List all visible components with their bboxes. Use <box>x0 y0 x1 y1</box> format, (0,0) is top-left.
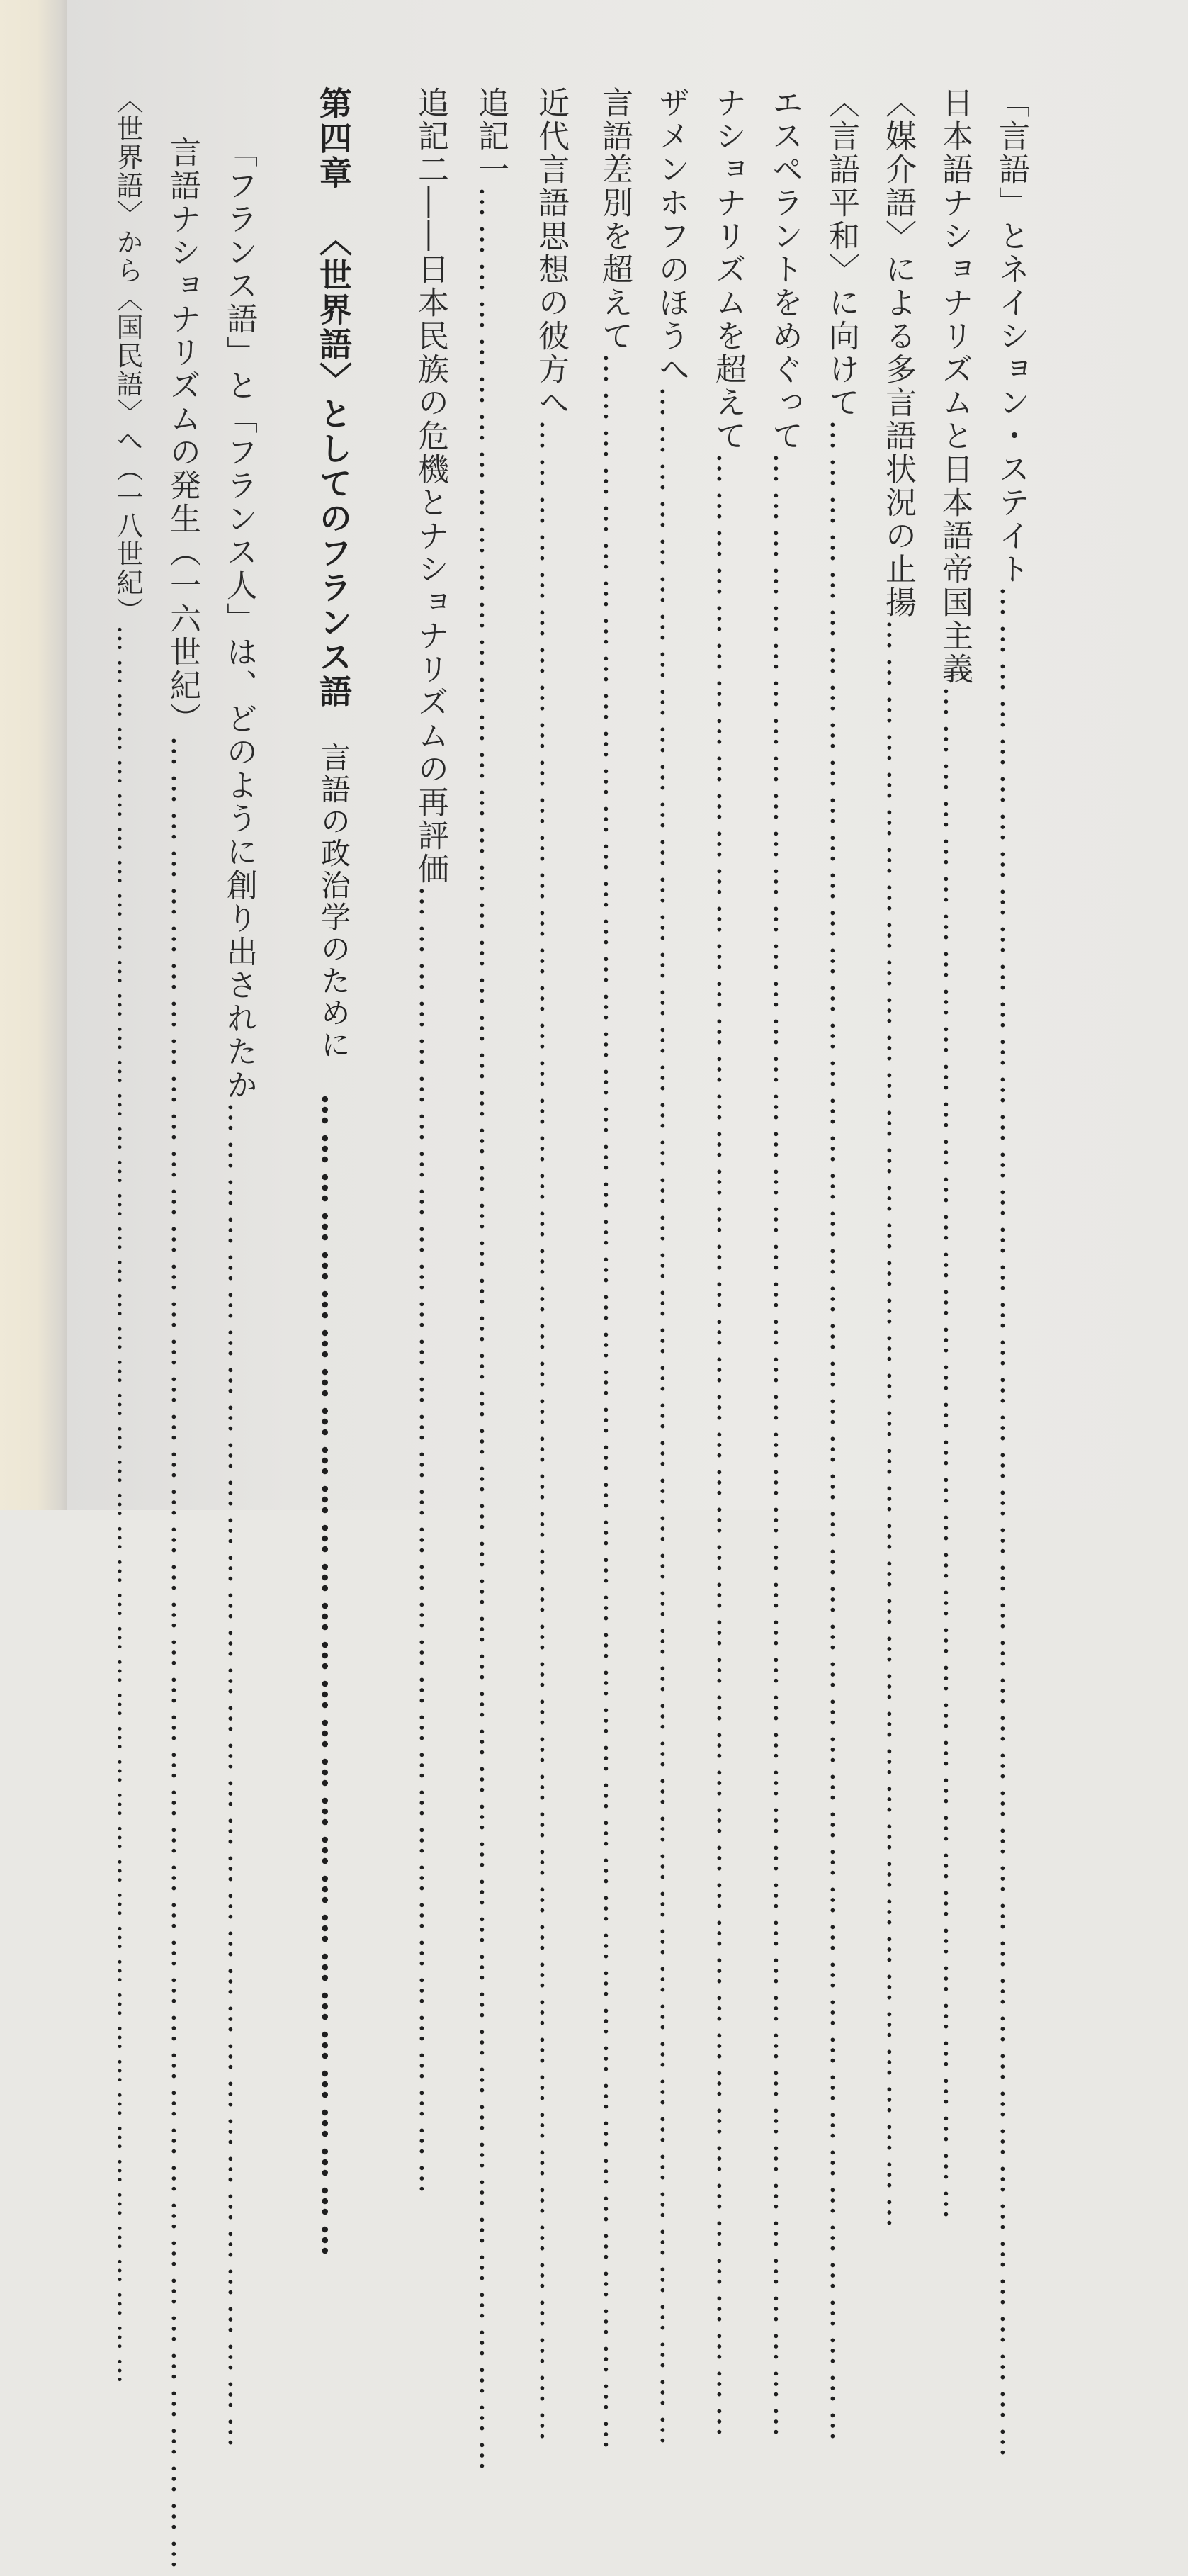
toc-entry-title: 追記一 <box>473 86 509 186</box>
toc-section-title: 言語ナショナリズムの発生（一六世紀） <box>164 136 200 736</box>
toc-leader-dots: ………………………………………………………………………………………………………………… <box>880 619 916 2234</box>
toc-leader-dots: …………………………………………………………………………………………… <box>412 886 448 2200</box>
toc-leader-dots: …………………………………………………………………………………………………………………………………… <box>993 586 1029 2464</box>
chapter-number: 第四章 <box>315 86 353 191</box>
toc-entry <box>593 86 635 2456</box>
toc-entry-title: エスペラントをめぐって <box>766 86 803 453</box>
toc-entry-title: 〈媒介語〉による多言語状況の止揚 <box>880 86 916 619</box>
toc-leader-dots: …………………………………………………………………………………………………………………………………………… <box>766 453 803 2443</box>
toc-leader-dots: ………………………………………………………………………………………………………………………………………………… <box>653 386 689 2452</box>
toc-entry <box>529 86 572 2448</box>
toc-leader-dots: ……………………………………………………………………………………………………………………………………………… <box>823 420 859 2448</box>
toc-section <box>217 86 260 2454</box>
toc-leader-dots: ……………………………………………………………………………………………………………………………………………… <box>533 420 569 2448</box>
toc-entry <box>990 86 1032 2464</box>
toc-section <box>161 86 203 2576</box>
toc-leader-dots: …………………………………………………………………………………………………………………………………………………… <box>596 353 633 2456</box>
toc-entry <box>650 86 692 2452</box>
toc-entry-title: 追記二――日本民族の危機とナショナリズムの再評価 <box>412 86 448 886</box>
toc-entry <box>763 86 805 2443</box>
toc-section-title: 「フランス語」と「フランス人」は、どのように創り出されたか <box>221 136 257 1102</box>
toc-entry-title: 言語差別を超えて <box>596 86 633 353</box>
toc-leader-dots: …………………………………………………………………………………………………………………………………………… <box>112 625 143 2390</box>
table-of-contents <box>0 86 1188 2576</box>
toc-leader-dots: ……………………………………………………………………………… <box>315 1093 353 2263</box>
toc-leader-dots: ……………………………………………………………………………………………… <box>221 1102 257 2454</box>
toc-entry <box>469 86 511 2477</box>
toc-leader-dots: ………………………………………………………………………………………………………………………………………………………………… <box>473 186 509 2477</box>
toc-entry-title: 「言語」とネイション・ステイト <box>993 86 1029 586</box>
toc-leader-dots: ………………………………………………………………………………………………………………………………… <box>164 736 200 2576</box>
chapter-heading <box>310 86 355 2263</box>
toc-entry-title: ナショナリズムを超えて <box>710 86 746 453</box>
toc-entry-title: 近代言語思想の彼方へ <box>533 86 569 420</box>
chapter-title: 〈世界語〉としてのフランス語 <box>315 223 353 709</box>
chapter-subtitle: 言語の政治学のために <box>317 742 351 1061</box>
toc-entry <box>933 86 975 2226</box>
toc-entry <box>706 86 749 2443</box>
toc-leader-dots: …………………………………………………………………………………………………………………………………………… <box>710 453 746 2443</box>
toc-entry-title: 日本語ナショナリズムと日本語帝国主義 <box>937 86 973 686</box>
toc-entry <box>409 86 451 2200</box>
toc-entry <box>820 86 862 2448</box>
toc-entry-title: 〈言語平和〉に向けて <box>823 86 859 420</box>
toc-section-title: 〈世界語〉から〈国民語〉へ（一八世紀） <box>112 86 143 625</box>
toc-entry <box>876 86 919 2234</box>
toc-leader-dots: …………………………………………………………………………………………………………… <box>937 686 973 2226</box>
toc-entry-title: ザメンホフのほうへ <box>653 86 689 386</box>
toc-section <box>106 86 149 2390</box>
